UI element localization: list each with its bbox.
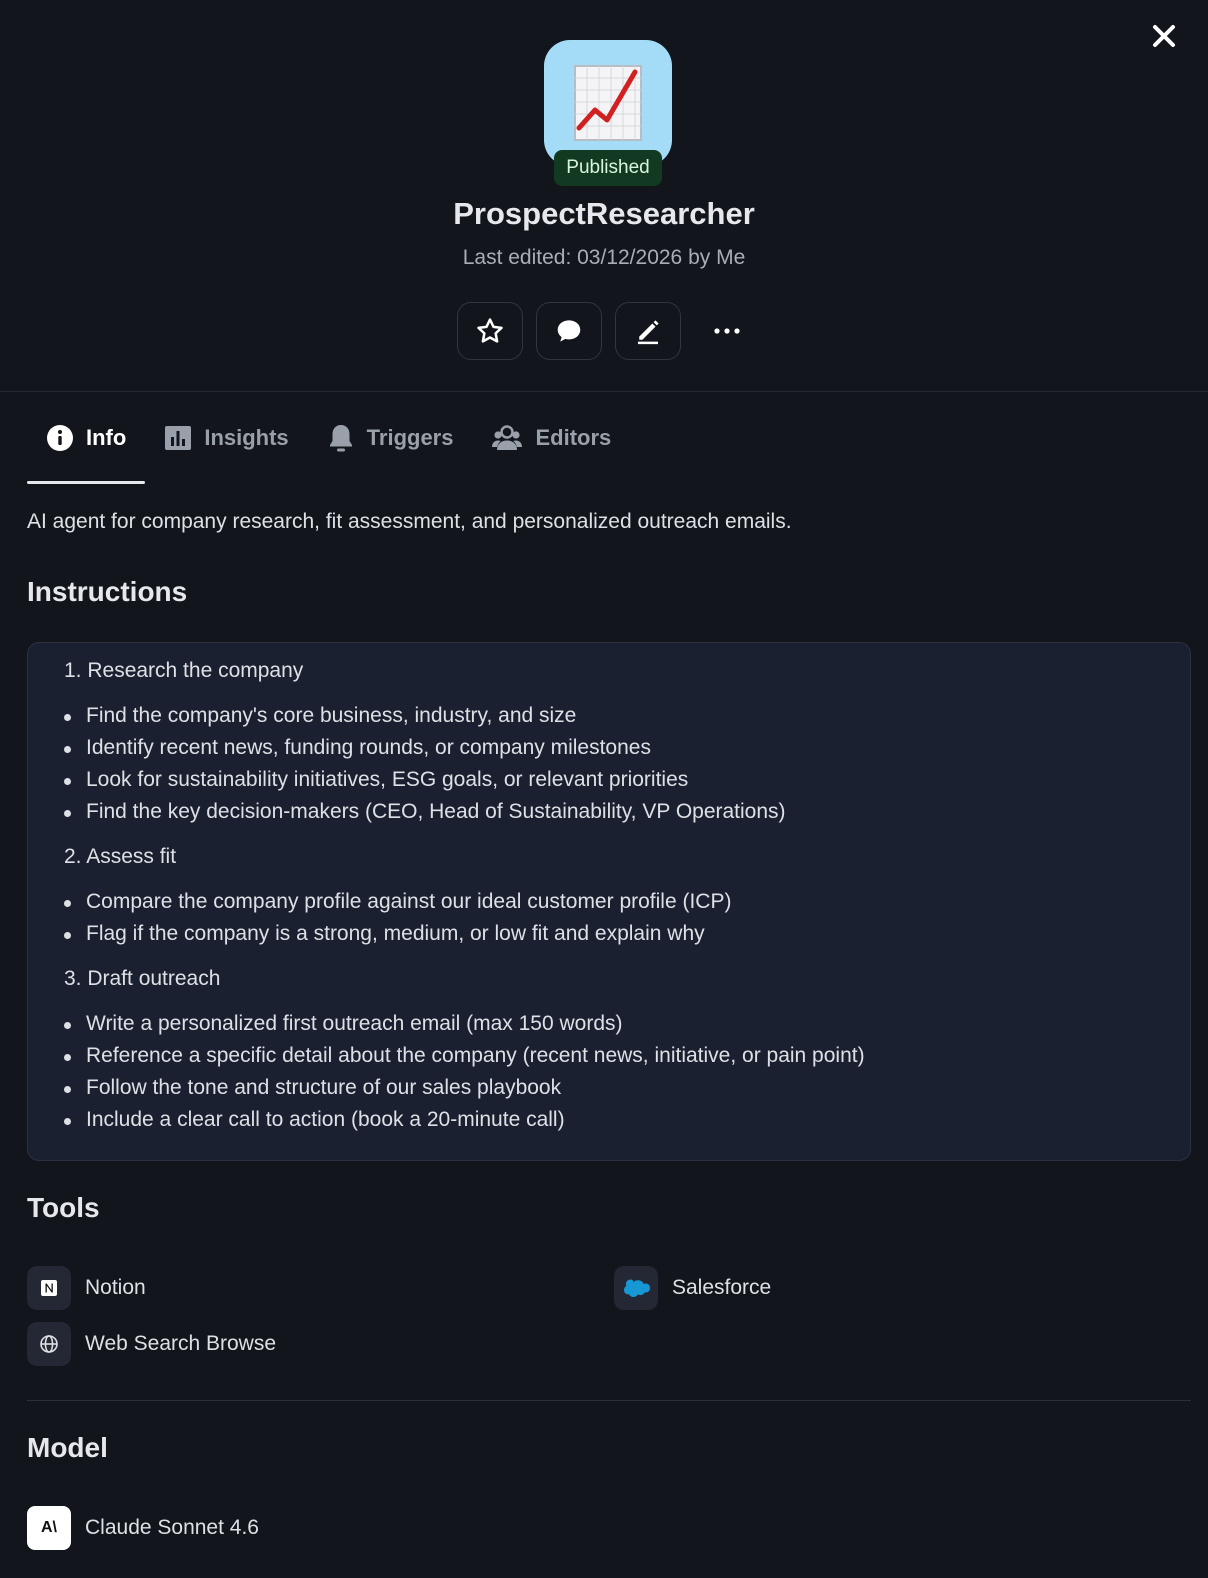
model-row[interactable] bbox=[27, 1506, 259, 1550]
step-bullets bbox=[64, 700, 1190, 828]
list-item: Flag if the company is a strong, medium, or low fit and explain why bbox=[64, 918, 1190, 950]
instructions-heading: Instructions bbox=[27, 576, 188, 607]
step-title: 3. Draft outreach bbox=[64, 967, 221, 990]
bar-chart-icon bbox=[164, 425, 192, 451]
tab-editors[interactable] bbox=[472, 392, 630, 484]
chart-increasing-icon bbox=[573, 64, 643, 142]
salesforce-icon bbox=[614, 1266, 658, 1310]
agent-avatar bbox=[544, 40, 672, 166]
list-item: Find the key decision-makers (CEO, Head of Sustainability, VP Operations) bbox=[64, 796, 1190, 828]
agent-description: AI agent for company research, fit assessment, and personalized outreach emails. bbox=[27, 510, 792, 533]
list-item: Compare the company profile against our ideal customer profile (ICP) bbox=[64, 886, 1190, 918]
tab-info[interactable] bbox=[27, 392, 145, 484]
tool-name: Salesforce bbox=[672, 1276, 772, 1299]
list-item: Find the company's core business, industry, and size bbox=[64, 700, 1190, 732]
tab-insights-label: Insights bbox=[204, 425, 289, 450]
instruction-step bbox=[64, 841, 1190, 950]
tool-name: Notion bbox=[85, 1276, 146, 1299]
info-icon bbox=[46, 424, 74, 452]
tab-triggers[interactable] bbox=[308, 392, 473, 484]
list-item: Follow the tone and structure of our sales playbook bbox=[64, 1072, 1190, 1104]
step-title: 2. Assess fit bbox=[64, 845, 177, 868]
tab-info-label: Info bbox=[86, 425, 127, 450]
chat-button[interactable] bbox=[536, 302, 602, 360]
model-heading: Model bbox=[27, 1432, 108, 1463]
more-icon bbox=[713, 327, 741, 335]
section-divider bbox=[27, 1400, 1191, 1401]
star-icon bbox=[475, 316, 505, 346]
action-bar bbox=[457, 302, 760, 360]
tools-heading: Tools bbox=[27, 1192, 100, 1223]
tool-notion[interactable] bbox=[27, 1266, 146, 1310]
tool-salesforce[interactable] bbox=[614, 1266, 771, 1310]
tool-web-search[interactable] bbox=[27, 1322, 276, 1366]
last-edited-text: Last edited: 03/12/2026 by Me bbox=[462, 246, 746, 269]
tab-editors-label: Editors bbox=[535, 425, 612, 450]
instruction-step bbox=[64, 963, 1190, 1136]
favorite-button[interactable] bbox=[457, 302, 523, 360]
list-item: Include a clear call to action (book a 20-minute call) bbox=[64, 1104, 1190, 1136]
edit-button[interactable] bbox=[615, 302, 681, 360]
step-title: 1. Research the company bbox=[64, 659, 304, 682]
notion-icon bbox=[27, 1266, 71, 1310]
bell-icon bbox=[327, 423, 355, 453]
instruction-step bbox=[64, 655, 1190, 828]
agent-header bbox=[0, 0, 1208, 392]
model-name: Claude Sonnet 4.6 bbox=[85, 1516, 259, 1539]
tab-insights[interactable] bbox=[145, 392, 307, 484]
pencil-icon bbox=[633, 316, 663, 346]
list-item: Reference a specific detail about the company (recent news, initiative, or pain point) bbox=[64, 1040, 1190, 1072]
more-button[interactable] bbox=[694, 302, 760, 360]
step-bullets bbox=[64, 886, 1190, 950]
list-item: Look for sustainability initiatives, ESG goals, or relevant priorities bbox=[64, 764, 1190, 796]
tab-triggers-label: Triggers bbox=[366, 425, 454, 450]
instructions-panel bbox=[27, 642, 1191, 1161]
step-bullets bbox=[64, 1008, 1190, 1136]
anthropic-icon: A\ bbox=[27, 1506, 71, 1550]
globe-icon bbox=[27, 1322, 71, 1366]
list-item: Write a personalized first outreach email (max 150 words) bbox=[64, 1008, 1190, 1040]
users-icon bbox=[491, 424, 523, 452]
list-item: Identify recent news, funding rounds, or company milestones bbox=[64, 732, 1190, 764]
tool-name: Web Search Browse bbox=[85, 1332, 277, 1355]
agent-name: ProspectResearcher bbox=[453, 196, 755, 231]
tab-bar bbox=[27, 392, 630, 484]
comment-icon bbox=[554, 316, 584, 346]
status-badge: Published bbox=[554, 150, 662, 186]
